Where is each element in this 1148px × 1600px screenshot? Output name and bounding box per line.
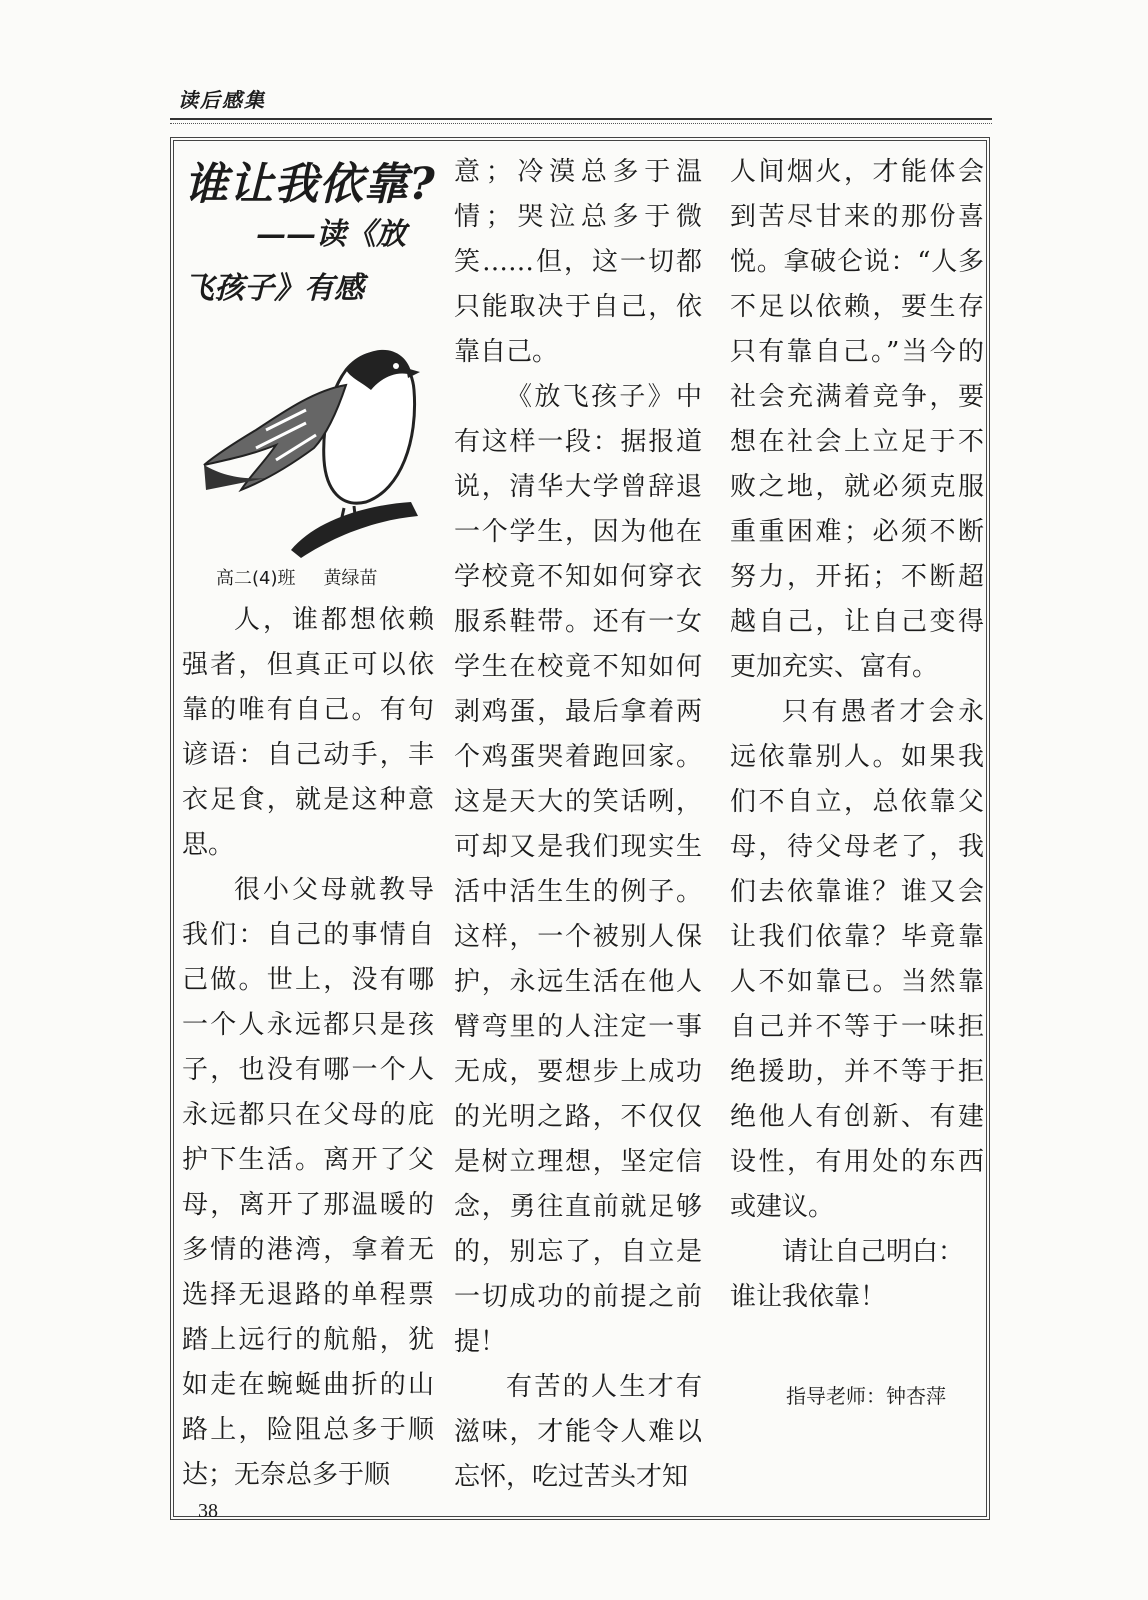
header-rule: [170, 118, 992, 120]
text-column-2: [454, 150, 702, 1500]
paragraph: 很小父母就教导我们：自己的事情自己做。世上，没有哪一个人永远都只是孩子，也没有哪一个人永远都只在父母的庇护下生活。离开了父母，离开了那温暖的多情的港湾，拿着无选择无退路的单程票踏上远行的航船，犹如走在蜿蜒曲折的山路上，险阻总多于顺达；无奈总多于顺: [182, 875, 434, 1490]
paragraph: 人间烟火，才能体会到苦尽甘来的那份喜悦。拿破仑说：“人多不足以依赖，要生存只有靠自己。”当今的社会充满着竞争，要想在社会上立足于不败之地，就必须克服重重困难；必须不断努力，开拓；不断超越自己，让自己变得更加充实、富有。: [730, 157, 984, 682]
article-subtitle: [184, 208, 436, 316]
paragraph: 意；冷漠总多于温情；哭泣总多于微笑……但，这一切都只能取决于自己，依靠自己。: [454, 157, 702, 367]
bird-on-branch-illustration: [196, 330, 426, 560]
section-title: 读后感集: [178, 88, 266, 112]
byline: [216, 564, 378, 590]
text-column-1: [182, 598, 434, 1498]
header-rule-dotted: [170, 123, 992, 124]
text-column-3: [730, 150, 984, 1320]
paragraph: 请让自己明白：: [782, 1237, 965, 1267]
byline-class: 高二(4)班: [216, 568, 296, 589]
paragraph: 只有愚者才会永远依靠别人。如果我们不自立，总依靠父母，待父母老了，我们去依靠谁？谁又会让我们依靠？毕竟靠人不如靠已。当然靠自己并不等于一味拒绝援助，并不等于拒绝他人有创新、有建设性，有用处的东西或建议。: [730, 697, 984, 1222]
byline-author: 黄绿苗: [323, 568, 378, 589]
paragraph: 有苦的人生才有滋味，才能令人难以忘怀，吃过苦头才知: [454, 1372, 702, 1492]
closing-line: 谁让我依靠！: [730, 1282, 887, 1312]
subtitle-line-1: ——读《放: [256, 217, 406, 252]
paragraph: 人，谁都想依赖强者，但真正可以依靠的唯有自己。有句谚语：自己动手，丰衣足食，就是这种意思。: [182, 605, 434, 860]
advisor-credit: 指导老师：钟杏萍: [786, 1384, 946, 1408]
article-title: 谁让我依靠?: [184, 159, 436, 210]
paragraph: 《放飞孩子》中有这样一段：据报道说，清华大学曾辞退一个学生，因为他在学校竟不知如何穿衣服系鞋带。还有一女学生在校竟不知如何剥鸡蛋，最后拿着两个鸡蛋哭着跑回家。这是天大的笑话咧，可却又是我们现实生活中活生生的例子。这样，一个被别人保护，永远生活在他人臂弯里的人注定一事无成，要想步上成功的光明之路，不仅仅是树立理想，坚定信念，勇往直前就足够的，别忘了，自立是一切成功的前提之前提！: [454, 382, 702, 1357]
subtitle-line-2: 飞孩子》有感: [184, 271, 364, 306]
page-number: 38: [198, 1500, 218, 1522]
